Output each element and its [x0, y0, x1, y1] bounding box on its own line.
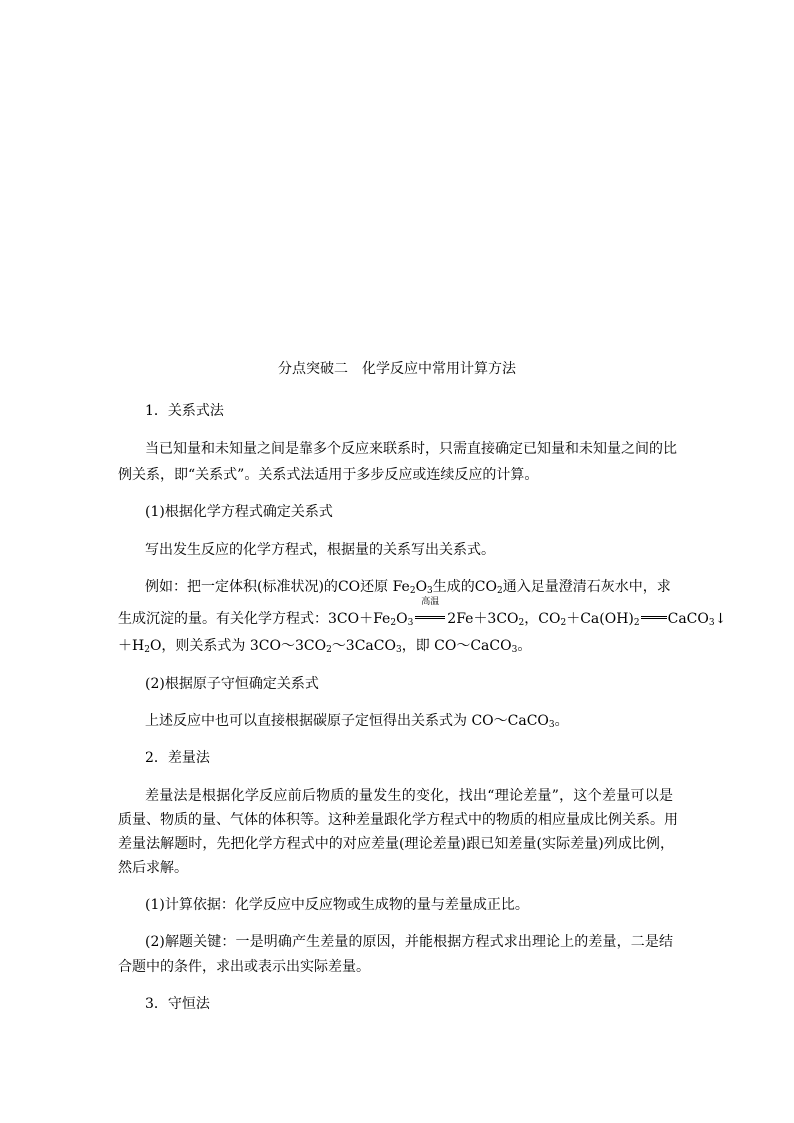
paragraph-difference-line1: 差量法是根据化学反应前后物质的量发生的变化，找出“理论差量”，这个差量可以是 [145, 788, 673, 804]
paragraph-key-points-line2: 合题中的条件，求出或表示出实际差量。 [118, 959, 370, 975]
paragraph-atom-conservation: 上述反应中也可以直接根据碳原子定恒得出关系式为 CO～CaCO$_3$。 [145, 713, 569, 730]
paragraph-difference-line3: 差量法解题时，先把化学方程式中的对应差量(理论差量)跟已知差量(实际差量)列成比例， [118, 836, 674, 852]
paragraph-calc-basis: (1)计算依据：化学反应中反应物或生成物的量与差量成正比。 [145, 897, 529, 913]
example-line3: $+H_2O$，则关系式为 $3CO\sim 3CO_2\sim 3CaCO_3$，即 CO～CaCO$_3$。 [118, 638, 532, 655]
equals-sign [641, 616, 667, 619]
paragraph-relation-line1: 当已知量和未知量之间是靠多个反应来联系时，只需直接确定已知量和未知量之间的比 [145, 441, 677, 457]
paragraph-key-points-line1: (2)解题关键：一是明确产生差量的原因，并能根据方程式求出理论上的差量，二是结 [145, 934, 673, 950]
paragraph-difference-line4: 然后求解。 [118, 860, 188, 876]
paragraph-relation-line2: 例关系，即“关系式”。关系式法适用于多步反应或连续反应的计算。 [118, 467, 539, 483]
precipitate-arrow: ↓ [714, 611, 727, 627]
example-line2: 生成沉淀的量。有关化学方程式：$3CO+Fe_2O_3$ 高温 $2Fe+3CO_2$，$CO_2+Ca(OH)_2$ CaCO$_3$↓ [118, 597, 727, 628]
section-title: 分点突破二 化学反应中常用计算方法 [278, 361, 516, 377]
condition-label: 高温 [421, 597, 440, 607]
paragraph-difference-line2: 质量、物质的量、气体的体积等。这种差量跟化学方程式中的物质的相应量成比例关系。用 [118, 812, 678, 828]
subheading-atom-conservation: (2)根据原子守恒确定关系式 [145, 676, 319, 692]
paragraph-equation-relation: 写出发生反应的化学方程式，根据量的关系写出关系式。 [145, 542, 495, 558]
heading-difference-method: 2．差量法 [145, 750, 210, 766]
reaction-condition-arrow [414, 597, 446, 628]
heading-relation-method: 1．关系式法 [145, 403, 224, 419]
subheading-equation-relation: (1)根据化学方程式确定关系式 [145, 504, 333, 520]
example-line1: 例如：把一定体积(标准状况)的CO还原 $Fe_2O_3$生成的$CO_2$通入足量澄清石灰水中，求 [145, 579, 671, 596]
heading-conservation-method: 3．守恒法 [145, 996, 210, 1012]
